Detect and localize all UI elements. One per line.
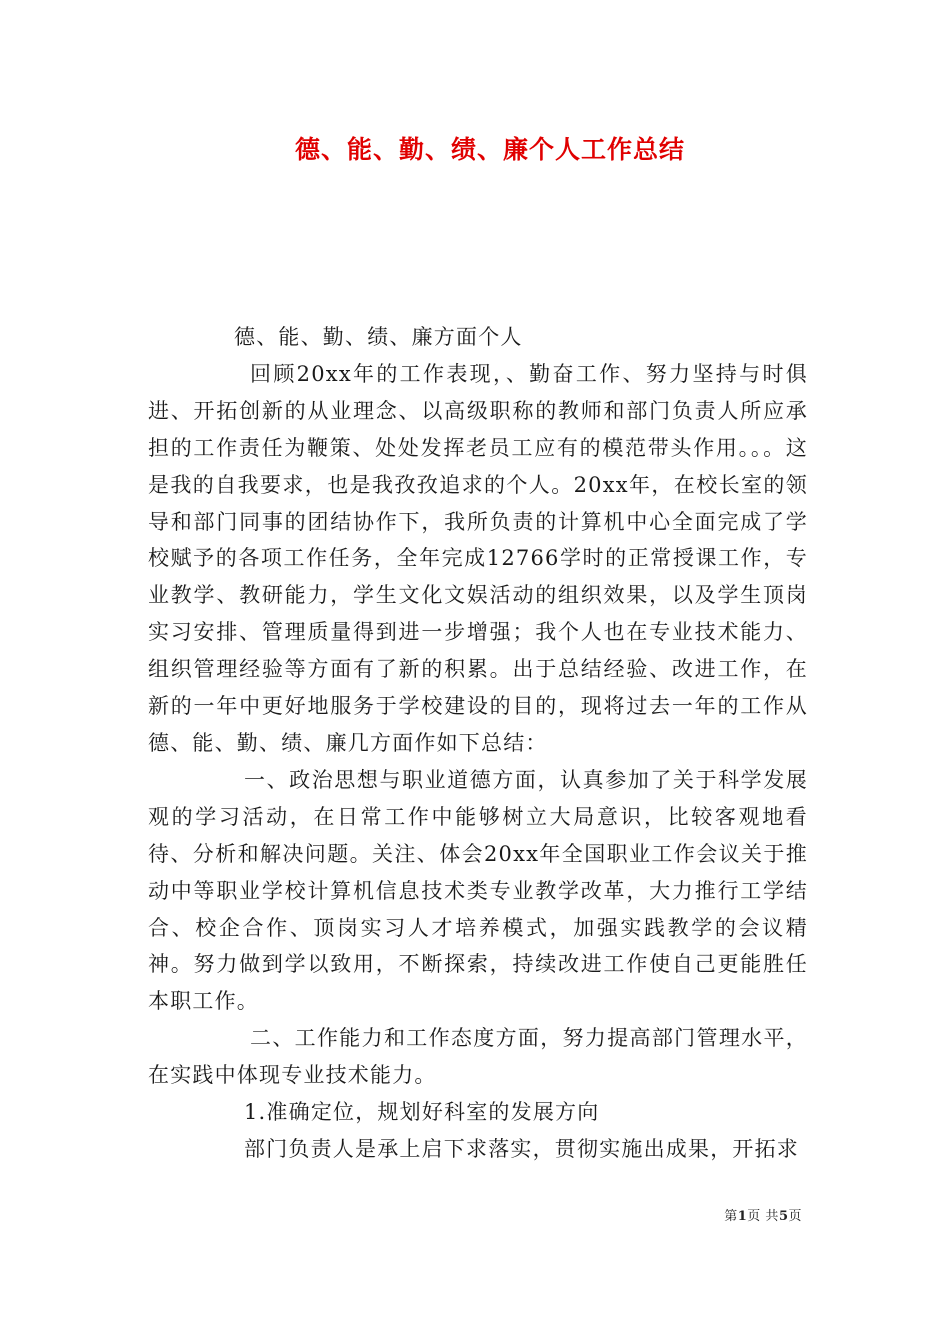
document-title: 德、能、勤、绩、廉个人工作总结 [294,135,685,164]
footer-total-pages: 5 [778,1209,789,1224]
footer-prefix: 第 [724,1209,738,1224]
paragraph-section-2: 二、工作能力和工作态度方面，努力提高部门管理水平，在实践中体现专业技术能力。 [148,1026,808,1088]
paragraph-department-head: 部门负责人是承上启下求落实，贯彻实施出成果，开拓求 [244,1136,799,1161]
footer-suffix: 页 [788,1209,802,1224]
document-body [148,319,808,1168]
footer-current-page: 1 [737,1209,748,1224]
page-footer [724,1205,802,1224]
footer-middle: 页 共 [747,1209,779,1224]
paragraph-section-1: 一、政治思想与职业道德方面，认真参加了关于科学发展观的学习活动，在日常工作中能够树立大局意识，比较客观地看待、分析和解决问题。关注、体会20xx年全国职业工作会议关于推动中等职业学校计算机信息技术类专业教学改革，大力推行工学结合、校企合作、顶岗实习人才培养模式，加强实践教学的会议精神。努力做到学以致用，不断探索，持续改进工作使自己更能胜任本职工作。 [148,767,808,1014]
document-subtitle: 德、能、勤、绩、廉方面个人 [234,325,523,349]
paragraph-review: 回顾20xx年的工作表现，、勤奋工作、努力坚持与时俱进、开拓创新的从业理念、以高级职称的教师和部门负责人所应承担的工作责任为鞭策、处处发挥老员工应有的模范带头作用。。。这是我的自我要求，也是我孜孜追求的个人。20xx年，在校长室的领导和部门同事的团结协作下，我所负责的计算机中心全面完成了学校赋予的各项工作任务，全年完成12766学时的正常授课工作，专业教学、教研能力，学生文化文娱活动的组织效果，以及学生顶岗实习安排、管理质量得到进一步增强；我个人也在专业技术能力、组织管理经验等方面有了新的积累。出于总结经验、改进工作，在新的一年中更好地服务于学校建设的目的，现将过去一年的工作从德、能、勤、绩、廉几方面作如下总结： [148,361,808,755]
list-item-positioning: 1.准确定位，规划好科室的发展方向 [244,1100,600,1125]
